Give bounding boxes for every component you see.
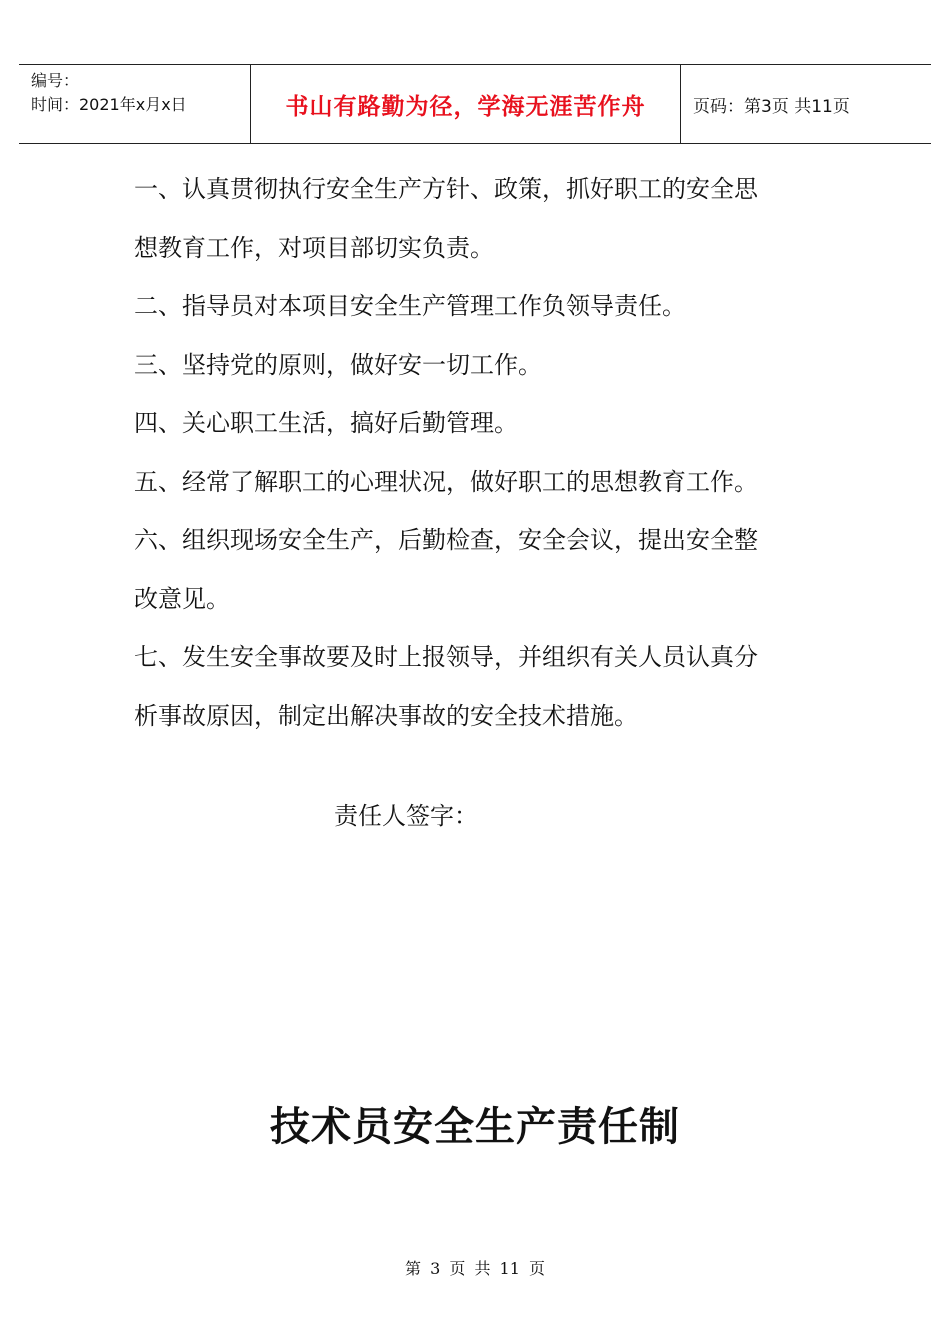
- header-motto-cell: [251, 65, 681, 143]
- page-info: 页码：第3页 共11页: [693, 96, 850, 117]
- duty-line: 六、组织现场安全生产，后勤检查，安全会议，提出安全整: [134, 526, 758, 554]
- page-footer: 第 3 页 共 11 页: [405, 1259, 545, 1278]
- duty-line: 析事故原因，制定出解决事故的安全技术措施。: [134, 701, 638, 730]
- header-page-cell: [681, 65, 931, 143]
- duty-line: 二、指导员对本项目安全生产管理工作负领导责任。: [134, 292, 686, 320]
- header-meta: [19, 65, 251, 143]
- signature-label: 责任人签字：: [334, 802, 478, 830]
- duty-line: 五、经常了解职工的心理状况，做好职工的思想教育工作。: [134, 467, 758, 496]
- number-label: 编号：: [31, 71, 80, 90]
- duty-line: 七、发生安全事故要及时上报领导，并组织有关人员认真分: [134, 643, 758, 671]
- motto: 书山有路勤为径，学海无涯苦作舟: [285, 93, 646, 120]
- duties-list: [134, 160, 834, 745]
- duty-line: 三、坚持党的原则，做好安一切工作。: [134, 350, 542, 379]
- duty-line: 一、认真贯彻执行安全生产方针、政策，抓好职工的安全思: [134, 175, 758, 203]
- duty-line: 改意见。: [134, 584, 230, 613]
- duty-line: 四、关心职工生活，搞好后勤管理。: [134, 409, 518, 437]
- document-header: [19, 64, 931, 144]
- section-title: 技术员安全生产责任制: [270, 1104, 680, 1150]
- time-label: 时间：2021年x月x日: [31, 95, 187, 114]
- duty-line: 想教育工作，对项目部切实负责。: [134, 233, 494, 262]
